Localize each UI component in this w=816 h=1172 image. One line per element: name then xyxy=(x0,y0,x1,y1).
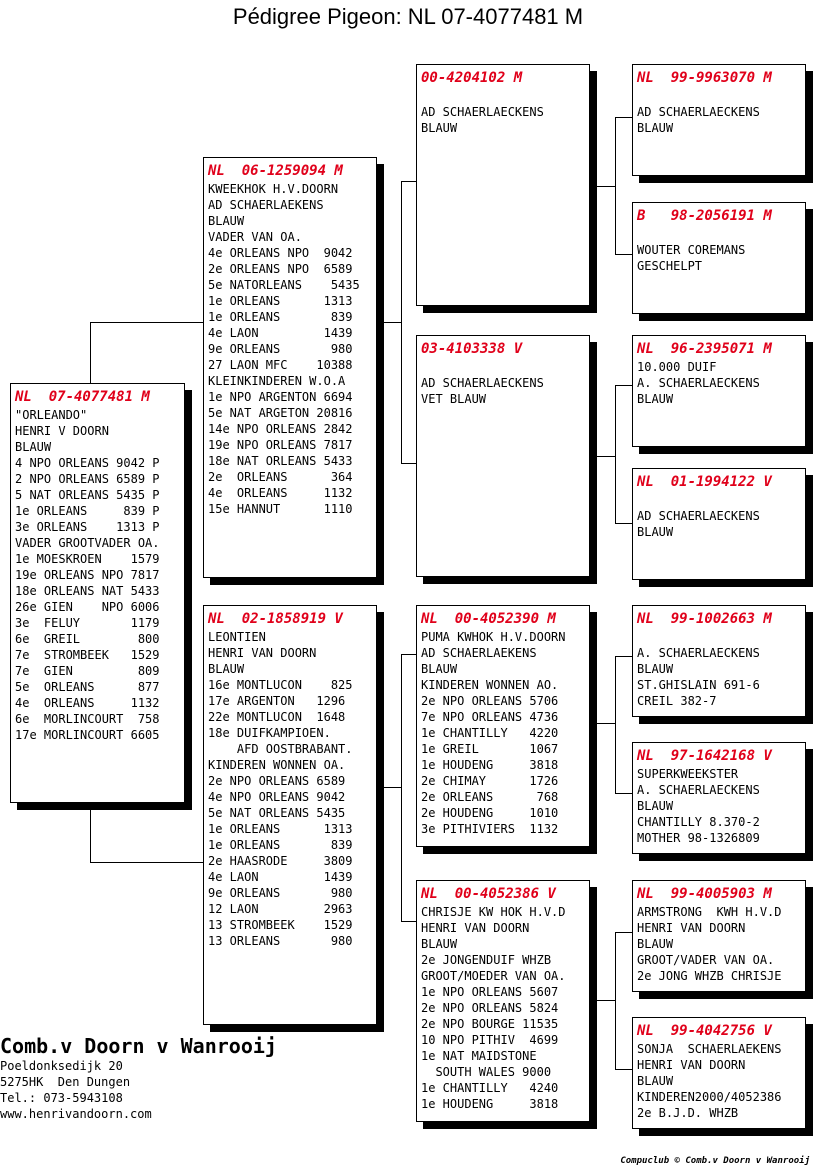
detail-line: 17e ARGENTON 1296 xyxy=(208,694,346,708)
detail-line: 17e MORLINCOURT 6605 xyxy=(15,728,160,742)
great-grandparent-fmf-card xyxy=(632,335,806,447)
detail-line: VADER VAN OA. xyxy=(208,230,302,244)
detail-line: A. SCHAERLAECKENS xyxy=(637,783,760,797)
connector-line xyxy=(615,117,632,118)
detail-line: 2e ORLEANS 768 xyxy=(421,790,559,804)
detail-line: SOUTH WALES 9000 xyxy=(421,1065,552,1079)
connector-line xyxy=(615,385,616,524)
detail-line: 2e B.J.D. WHZB xyxy=(637,1106,739,1120)
detail-line: KINDEREN WONNEN AO. xyxy=(421,678,559,692)
ring-number: NL 02-1858919 V xyxy=(208,611,343,627)
breeder-website[interactable]: www.henrivandoorn.com xyxy=(0,1107,152,1121)
great-grandparent-ffm-card xyxy=(632,202,806,314)
detail-line: 26e GIEN NPO 6006 xyxy=(15,600,160,614)
detail-line: 18e DUIFKAMPIOEN. xyxy=(208,726,331,740)
connector-line xyxy=(615,523,632,524)
detail-line: 5e NAT ARGETON 20816 xyxy=(208,406,353,420)
pigeon-details xyxy=(637,226,805,274)
connector-line xyxy=(90,322,91,384)
detail-line: 15e HANNUT 1110 xyxy=(208,502,353,516)
pigeon-details xyxy=(421,629,589,837)
detail-line: AD SCHAERLAECKENS xyxy=(421,376,544,390)
breeder-address: Poeldonksedijk 20 xyxy=(0,1059,123,1073)
ring-number: NL 06-1259094 M xyxy=(208,163,343,179)
detail-line: 2e HOUDENG 1010 xyxy=(421,806,559,820)
detail-line: BLAUW xyxy=(637,662,674,676)
breeder-phone: Tel.: 073-5943108 xyxy=(0,1091,123,1105)
detail-line: 27 LAON MFC 10388 xyxy=(208,358,353,372)
detail-line xyxy=(637,226,805,242)
ring-number: 00-4204102 M xyxy=(421,70,523,86)
detail-line: 10 NPO PITHIV 4699 xyxy=(421,1033,559,1047)
detail-line: PUMA KWHOK H.V.DOORN xyxy=(421,630,566,644)
ring-number: NL 07-4077481 M xyxy=(15,389,150,405)
subject-pigeon-card xyxy=(10,383,185,803)
detail-line: BLAUW xyxy=(421,662,458,676)
connector-line xyxy=(590,456,616,457)
connector-line xyxy=(615,932,632,933)
detail-line: 3e PITHIVIERS 1132 xyxy=(421,822,559,836)
detail-line: 10.000 DUIF xyxy=(637,360,717,374)
detail-line: AD SCHAERLAEKENS xyxy=(208,198,324,212)
detail-line: 1e HOUDENG 3818 xyxy=(421,758,559,772)
detail-line: 18e ORLEANS NAT 5433 xyxy=(15,584,160,598)
detail-line: 9e ORLEANS 980 xyxy=(208,886,353,900)
detail-line: AFD OOSTBRABANT. xyxy=(208,742,353,756)
pigeon-details xyxy=(421,904,589,1112)
detail-line: 2e CHIMAY 1726 xyxy=(421,774,559,788)
paternal-grandmother-card xyxy=(416,335,590,577)
detail-line: 2e NPO BOURGE 11535 xyxy=(421,1017,559,1031)
detail-line: BLAUW xyxy=(637,799,674,813)
pigeon-details xyxy=(15,407,184,743)
detail-line: 19e NPO ORLEANS 7817 xyxy=(208,438,353,452)
detail-line xyxy=(637,629,805,645)
detail-line: "ORLEANDO" xyxy=(15,408,88,422)
detail-line: 7e STROMBEEK 1529 xyxy=(15,648,160,662)
detail-line: 1e ORLEANS 1313 xyxy=(208,822,353,836)
connector-line xyxy=(90,862,204,863)
connector-line xyxy=(590,1000,616,1001)
detail-line: 1e NPO ORLEANS 5607 xyxy=(421,985,559,999)
detail-line xyxy=(637,88,805,104)
detail-line: 4 NPO ORLEANS 9042 P xyxy=(15,456,160,470)
detail-line: 18e NAT ORLEANS 5433 xyxy=(208,454,353,468)
detail-line: 1e NAT MAIDSTONE xyxy=(421,1049,537,1063)
pigeon-details xyxy=(637,766,805,846)
detail-line: SONJA SCHAERLAEKENS xyxy=(637,1042,782,1056)
breeder-name: Comb.v Doorn v Wanrooij xyxy=(0,1034,277,1058)
detail-line: 2e ORLEANS NPO 6589 xyxy=(208,262,353,276)
great-grandparent-mfm-card xyxy=(632,742,806,854)
pigeon-details xyxy=(637,629,805,709)
detail-line xyxy=(421,88,589,104)
detail-line: VET BLAUW xyxy=(421,392,487,406)
ring-number: NL 00-4052390 M xyxy=(421,611,556,627)
detail-line: BLAUW xyxy=(637,121,674,135)
detail-line: AD SCHAERLAECKENS xyxy=(637,105,760,119)
detail-line: 4e ORLEANS 1132 xyxy=(15,696,160,710)
detail-line: 12 LAON 2963 xyxy=(208,902,353,916)
great-grandparent-fff-card xyxy=(632,64,806,176)
detail-line: BLAUW xyxy=(421,121,458,135)
connector-line xyxy=(90,322,204,323)
connector-line xyxy=(401,654,402,922)
great-grandparent-mff-card xyxy=(632,605,806,717)
pigeon-details xyxy=(208,181,376,517)
connector-line xyxy=(615,254,632,255)
pigeon-details xyxy=(637,88,805,136)
detail-line: BLAUW xyxy=(637,1074,674,1088)
detail-line: 5e NAT ORLEANS 5435 xyxy=(208,806,346,820)
detail-line: 16e MONTLUCON 825 xyxy=(208,678,353,692)
detail-line: 4e LAON 1439 xyxy=(208,870,353,884)
detail-line: GESCHELPT xyxy=(637,259,703,273)
detail-line: 1e GREIL 1067 xyxy=(421,742,559,756)
detail-line: 5 NAT ORLEANS 5435 P xyxy=(15,488,160,502)
great-grandparent-mmm-card xyxy=(632,1017,806,1129)
ring-number: NL 99-4042756 V xyxy=(637,1023,772,1039)
detail-line: 2e JONG WHZB CHRISJE xyxy=(637,969,782,983)
detail-line: BLAUW xyxy=(208,214,245,228)
pigeon-details xyxy=(637,359,805,407)
detail-line: 9e ORLEANS 980 xyxy=(208,342,353,356)
detail-line: 2e NPO ORLEANS 5824 xyxy=(421,1001,559,1015)
ring-number: NL 01-1994122 V xyxy=(637,474,772,490)
detail-line: GROOT/VADER VAN OA. xyxy=(637,953,775,967)
detail-line: KWEEKHOK H.V.DOORN xyxy=(208,182,339,196)
connector-line xyxy=(376,322,402,323)
detail-line: 2e ORLEANS 364 xyxy=(208,470,353,484)
detail-line: HENRI VAN DOORN xyxy=(421,921,530,935)
connector-line xyxy=(615,932,616,1070)
detail-line: KINDEREN2000/4052386 xyxy=(637,1090,782,1104)
detail-line: KLEINKINDEREN W.O.A xyxy=(208,374,346,388)
connector-line xyxy=(90,802,91,863)
detail-line: LEONTIEN xyxy=(208,630,266,644)
detail-line: 1e ORLEANS 839 xyxy=(208,310,353,324)
detail-line: 2 NPO ORLEANS 6589 P xyxy=(15,472,160,486)
connector-line xyxy=(401,181,402,464)
detail-line: BLAUW xyxy=(637,392,674,406)
great-grandparent-fmm-card xyxy=(632,468,806,580)
detail-line: 1e HOUDENG 3818 xyxy=(421,1097,559,1111)
detail-line: HENRI VAN DOORN xyxy=(208,646,317,660)
connector-line xyxy=(615,1069,632,1070)
detail-line: 1e MOESKROEN 1579 xyxy=(15,552,160,566)
detail-line: 6e GREIL 800 xyxy=(15,632,160,646)
detail-line: 4e NPO ORLEANS 9042 xyxy=(208,790,346,804)
detail-line: VADER GROOTVADER OA. xyxy=(15,536,160,550)
mother-card xyxy=(203,605,377,1025)
detail-line: 5e NATORLEANS 5435 xyxy=(208,278,360,292)
pigeon-details xyxy=(637,492,805,540)
detail-line: AD SCHAERLAEKENS xyxy=(421,646,537,660)
detail-line: AD SCHAERLAECKENS xyxy=(421,105,544,119)
detail-line: BLAUW xyxy=(637,937,674,951)
detail-line: BLAUW xyxy=(15,440,52,454)
detail-line: ST.GHISLAIN 691-6 xyxy=(637,678,760,692)
detail-line: A. SCHAERLAECKENS xyxy=(637,376,760,390)
detail-line: 1e CHANTILLY 4220 xyxy=(421,726,559,740)
detail-line: A. SCHAERLAECKENS xyxy=(637,646,760,660)
ring-number: NL 99-4005903 M xyxy=(637,886,772,902)
detail-line: MOTHER 98-1326809 xyxy=(637,831,760,845)
detail-line: 1e CHANTILLY 4240 xyxy=(421,1081,559,1095)
detail-line: AD SCHAERLAECKENS xyxy=(637,509,760,523)
detail-line: 7e GIEN 809 xyxy=(15,664,160,678)
detail-line: 19e ORLEANS NPO 7817 xyxy=(15,568,160,582)
connector-line xyxy=(615,385,632,386)
connector-line xyxy=(590,723,616,724)
detail-line: 1e NPO ARGENTON 6694 xyxy=(208,390,353,404)
pigeon-details xyxy=(637,904,805,984)
detail-line: 13 ORLEANS 980 xyxy=(208,934,353,948)
detail-line: CHRISJE KW HOK H.V.D xyxy=(421,905,566,919)
paternal-grandfather-card xyxy=(416,64,590,306)
detail-line: ARMSTRONG KWH H.V.D xyxy=(637,905,782,919)
detail-line: 2e HAASRODE 3809 xyxy=(208,854,353,868)
maternal-grandmother-card xyxy=(416,880,590,1122)
detail-line: 1e ORLEANS 1313 xyxy=(208,294,353,308)
detail-line: 13 STROMBEEK 1529 xyxy=(208,918,353,932)
connector-line xyxy=(590,186,616,187)
detail-line: 2e NPO ORLEANS 5706 xyxy=(421,694,559,708)
detail-line: 1e ORLEANS 839 P xyxy=(15,504,160,518)
detail-line: HENRI VAN DOORN xyxy=(637,1058,746,1072)
connector-line xyxy=(615,656,616,794)
connector-line xyxy=(401,181,417,182)
page-title: Pédigree Pigeon: NL 07-4077481 M xyxy=(232,4,584,29)
detail-line: 14e NPO ORLEANS 2842 xyxy=(208,422,353,436)
detail-line: 6e MORLINCOURT 758 xyxy=(15,712,160,726)
detail-line: SUPERKWEEKSTER xyxy=(637,767,739,781)
detail-line: CREIL 382-7 xyxy=(637,694,717,708)
detail-line: HENRI V DOORN xyxy=(15,424,109,438)
connector-line xyxy=(615,793,632,794)
ring-number: NL 97-1642168 V xyxy=(637,748,772,764)
pigeon-details xyxy=(421,88,589,136)
ring-number: NL 96-2395071 M xyxy=(637,341,772,357)
detail-line: BLAUW xyxy=(637,525,674,539)
detail-line: 4e ORLEANS NPO 9042 xyxy=(208,246,353,260)
connector-line xyxy=(401,463,417,464)
detail-line: 1e ORLEANS 839 xyxy=(208,838,353,852)
connector-line xyxy=(376,787,402,788)
detail-line: 2e JONGENDUIF WHZB xyxy=(421,953,552,967)
detail-line xyxy=(637,492,805,508)
ring-number: B 98-2056191 M xyxy=(637,208,772,224)
pigeon-details xyxy=(421,359,589,407)
connector-line xyxy=(401,921,417,922)
detail-line: BLAUW xyxy=(208,662,245,676)
pigeon-details xyxy=(637,1041,805,1121)
detail-line: 7e NPO ORLEANS 4736 xyxy=(421,710,559,724)
ring-number: NL 99-9963070 M xyxy=(637,70,772,86)
detail-line: 5e ORLEANS 877 xyxy=(15,680,160,694)
ring-number: 03-4103338 V xyxy=(421,341,523,357)
great-grandparent-mmf-card xyxy=(632,880,806,992)
detail-line: WOUTER COREMANS xyxy=(637,243,746,257)
detail-line: 2e NPO ORLEANS 6589 xyxy=(208,774,346,788)
detail-line xyxy=(421,359,589,375)
detail-line: 4e LAON 1439 xyxy=(208,326,353,340)
detail-line: 3e FELUY 1179 xyxy=(15,616,160,630)
detail-line: GROOT/MOEDER VAN OA. xyxy=(421,969,566,983)
detail-line: CHANTILLY 8.370-2 xyxy=(637,815,760,829)
detail-line: 4e ORLEANS 1132 xyxy=(208,486,353,500)
ring-number: NL 00-4052386 V xyxy=(421,886,556,902)
pigeon-details xyxy=(208,629,376,949)
breeder-info xyxy=(0,1034,277,1122)
maternal-grandfather-card xyxy=(416,605,590,847)
detail-line: 22e MONTLUCON 1648 xyxy=(208,710,346,724)
detail-line: KINDEREN WONNEN OA. xyxy=(208,758,346,772)
father-card xyxy=(203,157,377,578)
detail-line: BLAUW xyxy=(421,937,458,951)
ring-number: NL 99-1002663 M xyxy=(637,611,772,627)
connector-line xyxy=(615,656,632,657)
breeder-postcode-city: 5275HK Den Dungen xyxy=(0,1075,131,1089)
software-credit: Compuclub © Comb.v Doorn v Wanrooij xyxy=(620,1156,810,1166)
detail-line: HENRI VAN DOORN xyxy=(637,921,746,935)
connector-line xyxy=(401,654,417,655)
connector-line xyxy=(615,117,616,255)
detail-line: 3e ORLEANS 1313 P xyxy=(15,520,160,534)
